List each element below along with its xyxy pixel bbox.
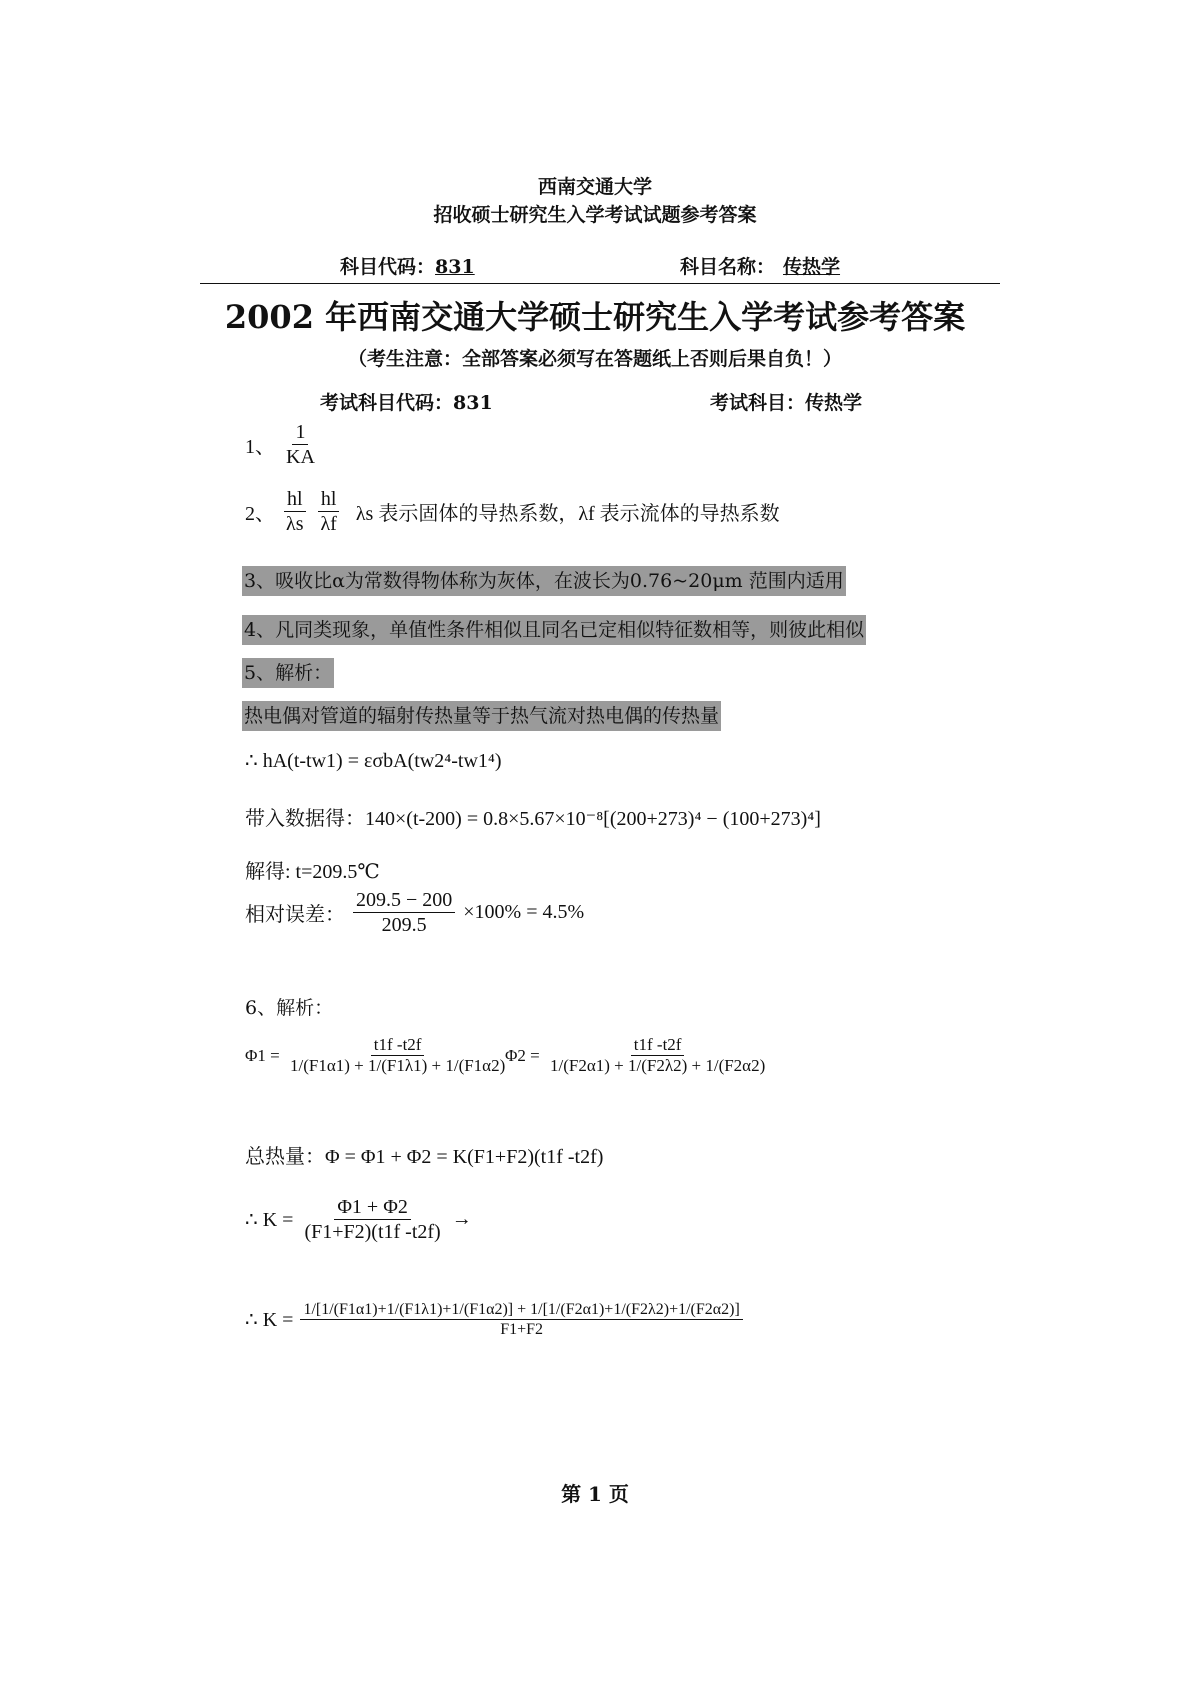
relative-error-tail: ×100% = 4.5% bbox=[463, 901, 585, 923]
subject-code-label: 科目代码： bbox=[340, 256, 436, 278]
answer-6-k-expanded bbox=[245, 1300, 746, 1339]
answer-5-equation-2: 带入数据得：140×(t-200) = 0.8×5.67×10⁻⁸[(200+273)⁴ − (100+273)⁴] bbox=[245, 808, 821, 830]
answer-1-prefix: 1、 bbox=[245, 436, 275, 458]
subject-name-label: 科目名称： bbox=[680, 256, 776, 278]
exam-subject-line: 考试科目：传热学 bbox=[710, 392, 863, 414]
answer-2-f1-numerator: hl bbox=[284, 487, 306, 512]
answer-5-relative-error bbox=[245, 888, 584, 937]
phi-2-numerator: t1f -t2f bbox=[631, 1035, 685, 1056]
answer-6-heading: 6、解析： bbox=[245, 997, 334, 1019]
page-number: 第 1 页 bbox=[561, 1482, 629, 1506]
exam-code-line: 考试科目代码：831 bbox=[320, 392, 493, 414]
k-fraction bbox=[301, 1195, 443, 1244]
k-lhs: ∴ K = bbox=[245, 1209, 294, 1231]
k-arrow: → bbox=[451, 1208, 472, 1230]
answer-2-text: λs 表示固体的导热系数，λf 表示流体的导热系数 bbox=[355, 503, 780, 525]
relative-error-denominator: 209.5 bbox=[381, 914, 427, 936]
answer-5-result: 解得: t=209.5℃ bbox=[245, 861, 380, 883]
k-numerator: Φ1 + Φ2 bbox=[334, 1195, 411, 1220]
phi-2-fraction bbox=[547, 1035, 768, 1077]
answer-3-text: 3、吸收比α为常数得物体称为灰体，在波长为0.76~20μm 范围内适用 bbox=[242, 566, 846, 596]
page-title: 2002 年西南交通大学硕士研究生入学考试参考答案 bbox=[224, 298, 966, 336]
relative-error-fraction bbox=[353, 888, 455, 937]
k2-denominator: F1+F2 bbox=[500, 1321, 544, 1339]
subject-name bbox=[680, 252, 848, 279]
answer-5-equation-1: ∴ hA(t-tw1) = εσbA(tw2⁴-tw1⁴) bbox=[245, 750, 502, 772]
phi-1-numerator: t1f -t2f bbox=[371, 1035, 425, 1056]
answer-6-phi-1 bbox=[245, 1035, 511, 1077]
phi-2-denominator: 1/(F2α1) + 1/(F2λ2) + 1/(F2α2) bbox=[550, 1056, 766, 1076]
answer-2-f2-numerator: hl bbox=[318, 487, 340, 512]
answer-4-text: 4、凡同类现象，单值性条件相似且同名已定相似特征数相等，则彼此相似 bbox=[242, 615, 866, 645]
answer-1-numerator: 1 bbox=[292, 420, 308, 445]
phi-1-lhs: Φ1 = bbox=[245, 1045, 280, 1065]
answer-2 bbox=[245, 487, 780, 536]
answer-2-f2-denominator: λf bbox=[320, 513, 337, 535]
answer-2-f1-denominator: λs bbox=[286, 513, 304, 535]
answer-6-total-heat: 总热量：Φ = Φ1 + Φ2 = K(F1+F2)(t1f -t2f) bbox=[245, 1146, 604, 1168]
answer-1 bbox=[245, 420, 321, 469]
phi-2-lhs: Φ2 = bbox=[505, 1045, 540, 1065]
document-subtitle: 招收硕士研究生入学考试试题参考答案 bbox=[433, 204, 757, 226]
subject-code bbox=[340, 252, 475, 279]
subject-code-value: 831 bbox=[435, 256, 475, 278]
answer-5-heading-text: 5、解析： bbox=[242, 658, 334, 688]
university-name: 西南交通大学 bbox=[537, 176, 652, 198]
relative-error-label: 相对误差： bbox=[245, 904, 345, 926]
exam-notice: （考生注意：全部答案必须写在答题纸上否则后果自负！） bbox=[347, 348, 842, 370]
answer-1-fraction bbox=[283, 420, 318, 469]
k2-fraction bbox=[300, 1300, 742, 1339]
answer-5-line-1-text: 热电偶对管道的辐射传热量等于热气流对热电偶的传热量 bbox=[242, 701, 721, 731]
subject-name-value: 传热学 bbox=[783, 256, 841, 278]
answer-6-k-equation bbox=[245, 1195, 472, 1244]
answer-4 bbox=[242, 615, 866, 642]
k-denominator: (F1+F2)(t1f -t2f) bbox=[304, 1221, 441, 1243]
phi-1-fraction bbox=[287, 1035, 508, 1077]
answer-2-fraction-2 bbox=[317, 487, 339, 536]
k2-numerator: 1/[1/(F1α1)+1/(F1λ1)+1/(F1α2)] + 1/[1/(F2α1)+1/(F2λ2)+1/(F2α2)] bbox=[300, 1300, 742, 1320]
phi-1-denominator: 1/(F1α1) + 1/(F1λ1) + 1/(F1α2) bbox=[290, 1056, 506, 1076]
header-divider bbox=[200, 283, 1000, 284]
answer-6-phi-2 bbox=[505, 1035, 771, 1077]
answer-5-heading bbox=[242, 658, 334, 685]
answer-2-prefix: 2、 bbox=[245, 503, 275, 525]
answer-3 bbox=[242, 566, 846, 593]
answer-5-line-1 bbox=[242, 701, 721, 728]
relative-error-numerator: 209.5 − 200 bbox=[353, 888, 455, 913]
answer-2-fraction-1 bbox=[283, 487, 306, 536]
k2-lhs: ∴ K = bbox=[245, 1309, 294, 1332]
answer-1-denominator: KA bbox=[286, 446, 315, 468]
